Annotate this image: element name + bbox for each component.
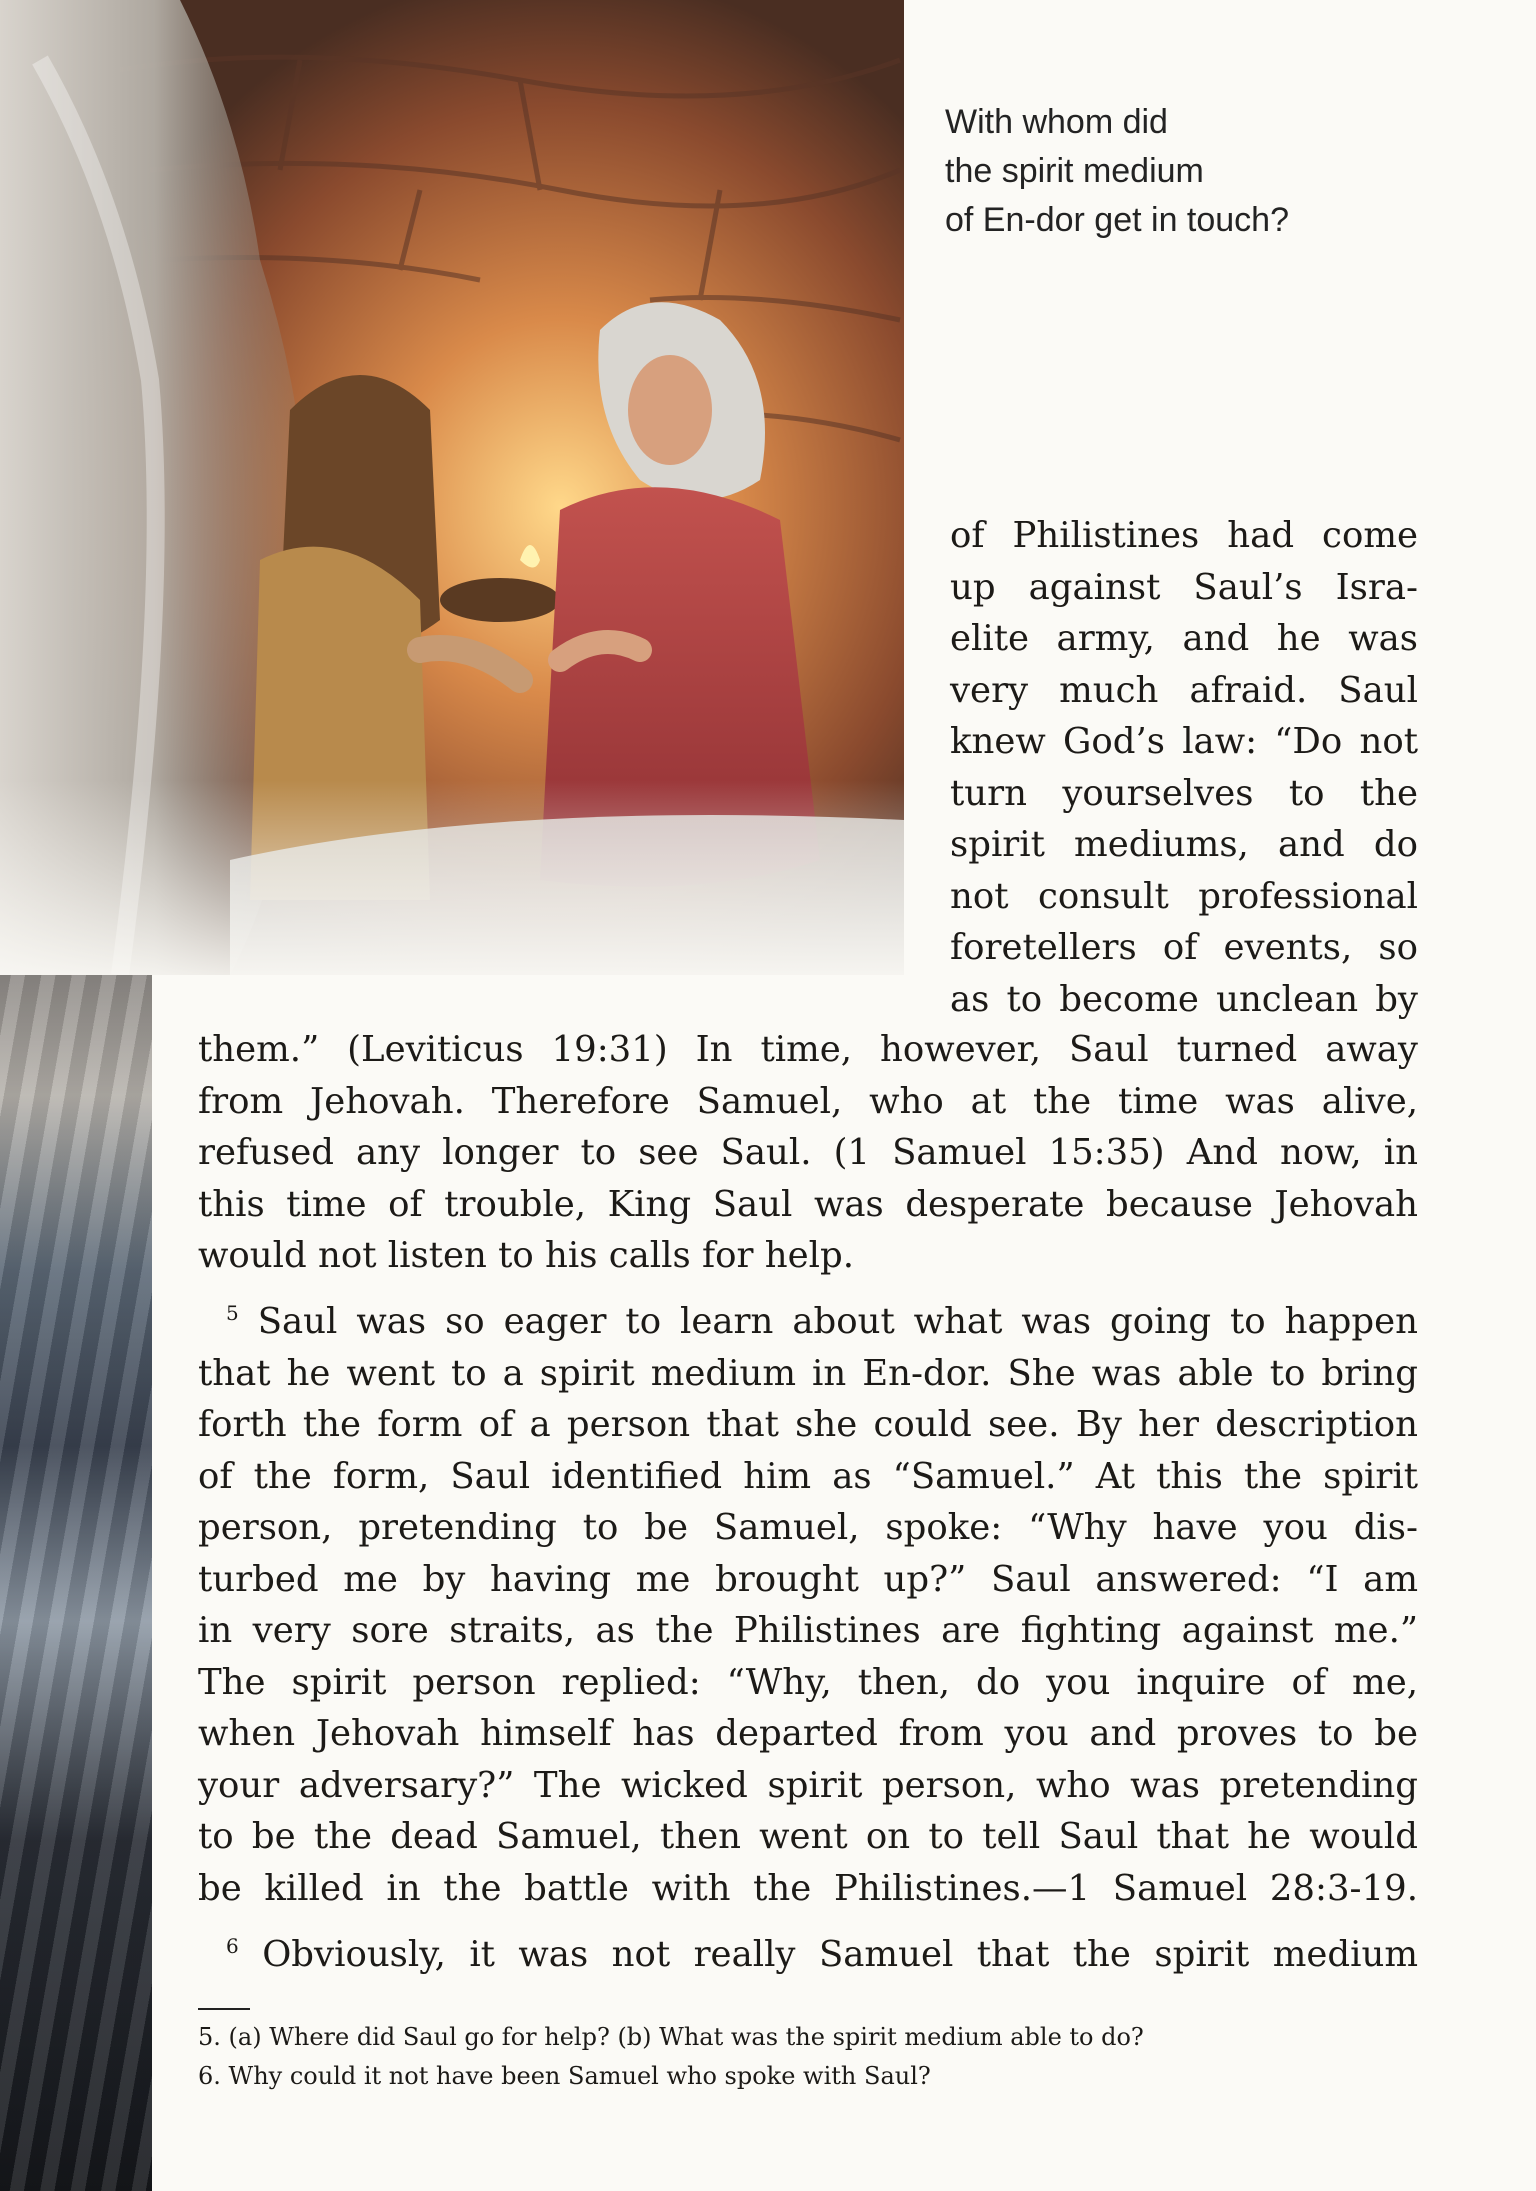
illustration: [0, 0, 904, 975]
paragraph-number: 5: [226, 1301, 239, 1326]
text-line: them.” (Leviticus 19:31) In time, however, Saul turned away: [198, 1029, 1418, 1070]
text-line: [198, 1929, 1418, 1981]
illustration-caption: [945, 98, 1465, 245]
painting-saul-spirit-medium-icon: [0, 0, 904, 975]
study-questions: [198, 2018, 1418, 2096]
footnote-question: 5. (a) Where did Saul go for help? (b) What was the spirit medium able to do?: [198, 2023, 1144, 2051]
paragraph-number: 6: [226, 1934, 239, 1959]
footnote-question: 6. Why could it not have been Samuel who spoke with Saul?: [198, 2062, 931, 2090]
text-line: elite army, and he was: [950, 618, 1418, 659]
text-line: turn yourselves to the: [950, 772, 1418, 814]
text-line: refused any longer to see Saul. (1 Samuel 15:35) And now, in: [198, 1132, 1418, 1173]
text-line: The spirit person replied: “Why, then, do you inquire of me,: [198, 1661, 1418, 1703]
right-column-text: [950, 510, 1418, 1025]
text-line: spirit mediums, and do: [950, 824, 1418, 865]
text-line: forth the form of a person that she could see. By her description: [198, 1404, 1418, 1445]
text-line: not consult professional: [950, 875, 1418, 917]
paragraph-5: [198, 1296, 1418, 1914]
text-line: foretellers of events, so: [950, 927, 1418, 968]
text-line: [198, 1296, 1418, 1348]
text-line: of Philistines had come: [950, 515, 1418, 556]
text-line: very much afraid. Saul: [950, 669, 1418, 711]
paragraph-4-continuation: [198, 1024, 1418, 1282]
text-line: this time of trouble, King Saul was desperate because Jehovah: [198, 1183, 1418, 1225]
text-line: when Jehovah himself has departed from you and proves to be: [198, 1713, 1418, 1754]
text-line: be killed in the battle with the Philistines.—1 Samuel 28:3-19.: [198, 1867, 1418, 1909]
caption-line: With whom did: [945, 103, 1168, 141]
text-line: knew God’s law: “Do not: [950, 721, 1418, 762]
text-line: to be the dead Samuel, then went on to tell Saul that he would: [198, 1816, 1418, 1857]
text-line: that he went to a spirit medium in En-dor. She was able to bring: [198, 1352, 1418, 1394]
caption-line: of En-dor get in touch?: [945, 201, 1290, 239]
text-line: of the form, Saul identified him as “Samuel.” At this the spirit: [198, 1455, 1418, 1497]
text-line: as to become unclean by: [950, 978, 1418, 1020]
footnote-divider: [198, 2008, 250, 2010]
text-line: person, pretending to be Samuel, spoke: “Why have you dis-: [198, 1507, 1418, 1548]
paragraph-6: [198, 1929, 1418, 1981]
text-line: in very sore straits, as the Philistines are fighting against me.”: [198, 1610, 1418, 1651]
text-line-content: Saul was so eager to learn about what was going to happen: [257, 1301, 1418, 1342]
caption-line: the spirit medium: [945, 152, 1204, 190]
text-line: your adversary?” The wicked spirit person, who was pretending: [198, 1764, 1418, 1806]
text-line: up against Saul’s Isra-: [950, 566, 1418, 608]
text-line: from Jehovah. Therefore Samuel, who at the time was alive,: [198, 1080, 1418, 1122]
text-line: turbed me by having me brought up?” Saul answered: “I am: [198, 1558, 1418, 1600]
text-line-content: Obviously, it was not really Samuel that the spirit medium: [262, 1934, 1418, 1975]
text-line: would not listen to his calls for help.: [198, 1235, 855, 1276]
